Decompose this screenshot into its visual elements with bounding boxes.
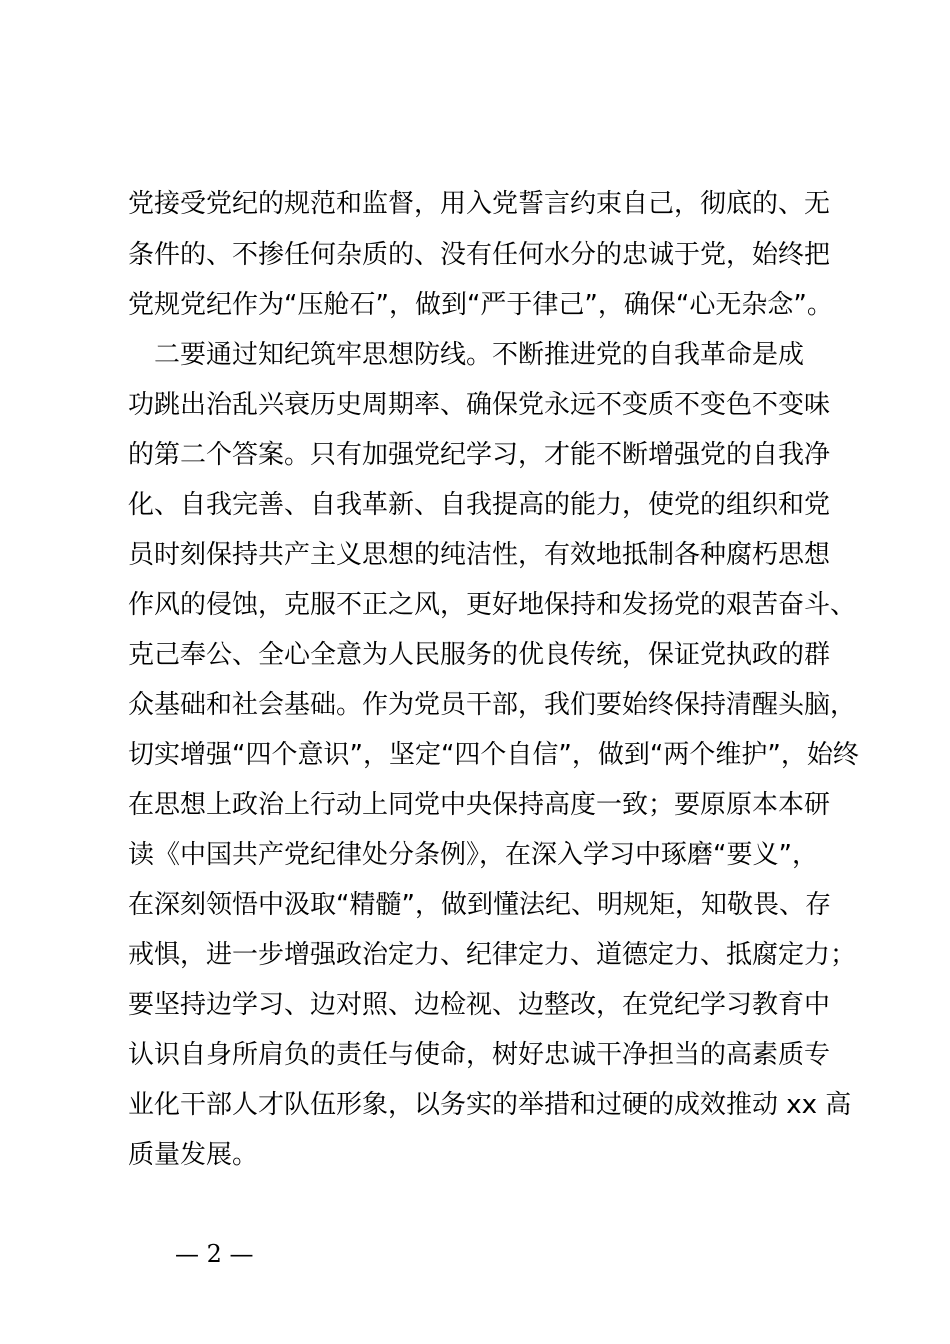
text-line: 认识自身所肩负的责任与使命，树好忠诚干净担当的高素质专	[128, 1040, 831, 1070]
text-line: 的第二个答案。只有加强党纪学习，才能不断增强党的自我净	[128, 440, 831, 470]
text-line: 业化干部人才队伍形象，以务实的举措和过硬的成效推动 xx 高	[128, 1090, 852, 1120]
text-line: 克己奉公、全心全意为人民服务的优良传统，保证党执政的群	[128, 640, 831, 670]
text-line: 切实增强“四个意识”，坚定“四个自信”，做到“两个维护”，始终	[128, 740, 859, 770]
paragraph-start-line: 二要通过知纪筑牢思想防线。不断推进党的自我革命是成	[128, 340, 805, 370]
text-line: 党规党纪作为“压舱石”，做到“严于律己”，确保“心无杂念”。	[128, 290, 833, 320]
page-number: — 2 —	[175, 1240, 254, 1268]
text-line: 众基础和社会基础。作为党员干部，我们要始终保持清醒头脑，	[128, 690, 857, 720]
text-line: 员时刻保持共产主义思想的纯洁性，有效地抵制各种腐朽思想	[128, 540, 831, 570]
text-line: 党接受党纪的规范和监督，用入党誓言约束自己，彻底的、无	[128, 189, 831, 219]
text-line: 作风的侵蚀，克服不正之风，更好地保持和发扬党的艰苦奋斗、	[128, 590, 857, 620]
text-line: 要坚持边学习、边对照、边检视、边整改，在党纪学习教育中	[128, 990, 831, 1020]
text-line: 质量发展。	[128, 1140, 259, 1170]
text-line: 在思想上政治上行动上同党中央保持高度一致；要原原本本研	[128, 790, 831, 820]
text-line: 读《中国共产党纪律处分条例》，在深入学习中琢磨“要义”，	[128, 840, 818, 870]
text-line: 在深刻领悟中汲取“精髓”，做到懂法纪、明规矩，知敬畏、存	[128, 890, 831, 920]
text-line: 功跳出治乱兴衰历史周期率、确保党永远不变质不变色不变味	[128, 390, 831, 420]
text-line: 戒惧，进一步增强政治定力、纪律定力、道德定力、抵腐定力；	[128, 940, 857, 970]
text-line: 化、自我完善、自我革新、自我提高的能力，使党的组织和党	[128, 490, 831, 520]
text-line: 条件的、不掺任何杂质的、没有任何水分的忠诚于党，始终把	[128, 240, 831, 270]
